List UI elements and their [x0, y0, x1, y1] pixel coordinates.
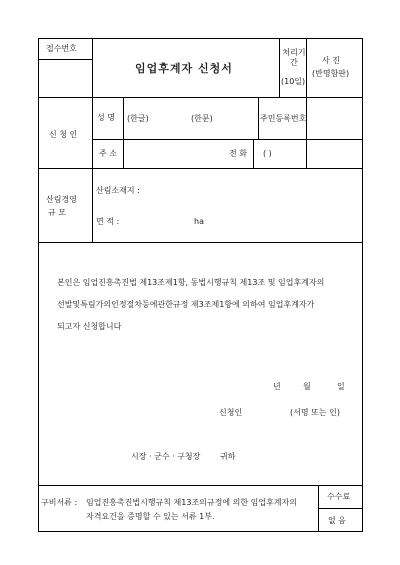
phone-parens: ( )	[263, 149, 272, 158]
statement-line-3: 되고자 신청합니다	[57, 322, 122, 331]
divider-phone-col	[253, 139, 254, 168]
name-hanja-label: (한문)	[191, 114, 213, 123]
divider-receipt	[39, 59, 92, 60]
recipient-label: 시장 · 군수 · 구청장	[131, 452, 201, 461]
form-title: 임업후계자 신청서	[135, 62, 233, 75]
divider-fee	[318, 508, 362, 509]
divider-rrn-col	[258, 97, 259, 139]
photo-label: 사 진	[322, 56, 340, 65]
required-docs-line-2: 자격요건을 증명할 수 있는 서류 1부.	[86, 512, 215, 521]
divider-name-row	[92, 139, 362, 140]
forest-area-unit: ha	[194, 217, 204, 226]
forest-section-label-2: 규 모	[48, 208, 66, 217]
divider-period-col	[279, 39, 280, 97]
receipt-number-label: 접수번호	[46, 44, 77, 53]
rrn-label: 주민등록번호	[260, 114, 307, 123]
photo-size-label: (반명함판)	[312, 69, 350, 78]
address-label: 주 소	[99, 149, 117, 158]
required-docs-label: 구비서류 :	[41, 498, 78, 507]
phone-label: 전 화	[229, 149, 247, 158]
statement-line-2: 선발및특림가의인정절차등에관한규정 제3조제1항에 의하여 임업후계자가	[57, 300, 315, 309]
processing-period-value: (10일)	[281, 77, 306, 86]
date-month-label: 월	[303, 382, 311, 391]
application-form	[38, 38, 363, 532]
applicant-section-label: 신 청 인	[49, 130, 78, 139]
statement-line-1: 본인은 임업진흥촉진법 제13조제1항, 동법시행규칙 제13조 및 임업후계자의	[57, 278, 325, 287]
forest-location-label: 산림소재지 :	[96, 186, 140, 195]
forest-section-label: 산림경영	[46, 195, 77, 204]
divider-forest	[39, 242, 362, 243]
honorific-label: 귀하	[220, 452, 236, 461]
divider-section-col	[92, 97, 93, 242]
date-day-label: 일	[337, 382, 345, 391]
divider-footer	[39, 485, 362, 486]
divider-applicant	[39, 168, 362, 169]
divider-receipt-col	[92, 39, 93, 97]
signature-note: (서명 또는 인)	[290, 408, 340, 417]
divider-header	[39, 97, 362, 98]
divider-fee-col	[318, 485, 319, 531]
divider-photo-col	[306, 39, 307, 168]
date-year-label: 년	[273, 382, 281, 391]
required-docs-line-1: 임업진흥촉진법시행규칙 제13조의규정에 의한 임업후계자의	[86, 498, 298, 507]
fee-label: 수수료	[327, 492, 351, 501]
processing-period-label: 처리기간	[282, 48, 306, 67]
divider-field-col	[123, 97, 124, 168]
name-korean-label: (한글)	[127, 114, 149, 123]
forest-area-label: 면 적 :	[96, 217, 120, 226]
name-label: 성 명	[97, 113, 115, 122]
signer-label: 신청인	[219, 408, 243, 417]
fee-value: 없 음	[328, 516, 346, 525]
